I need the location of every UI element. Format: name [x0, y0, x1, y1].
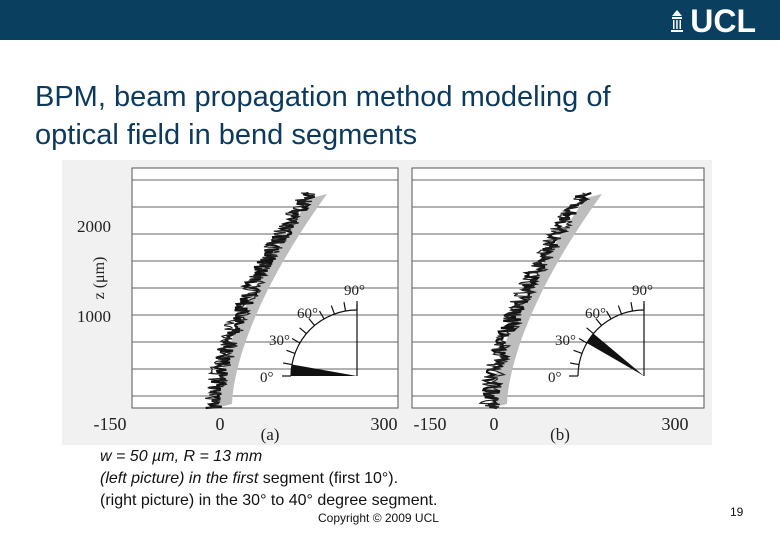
bpm-plot-svg: [62, 160, 712, 445]
y-tick-2000: 2000: [77, 217, 111, 236]
a-x-tick-zero: 0: [215, 414, 225, 434]
b-angle-60: 60°: [585, 306, 606, 322]
logo-text: UCL: [690, 3, 756, 39]
y-tick-1000: 1000: [77, 307, 111, 326]
a-angle-0: 0°: [260, 370, 274, 386]
copyright-notice: Copyright © 2009 UCL: [318, 511, 439, 525]
header-bar: [0, 0, 780, 40]
a-x-tick-right: 300: [370, 414, 398, 434]
b-angle-90: 90°: [632, 283, 653, 299]
caption-line-2-italic: (left picture) in the first: [100, 470, 259, 487]
a-angle-60: 60°: [297, 306, 318, 322]
caption-line-3: (right picture) in the 30° to 40° degree segment.: [100, 492, 438, 509]
bpm-figure: [62, 160, 712, 445]
y-axis-label: z (μm): [91, 256, 108, 300]
ucl-logo: [670, 5, 756, 37]
caption-line-2-rest: segment (first 10°).: [258, 470, 399, 487]
b-x-tick-left: -150: [413, 414, 447, 434]
slide-title: [35, 78, 735, 154]
b-x-tick-zero: 0: [489, 414, 499, 434]
b-panel-label: (b): [550, 425, 570, 444]
b-x-tick-right: 300: [661, 414, 689, 434]
figure-caption: [100, 446, 437, 512]
caption-line-1: w = 50 µm, R = 13 mm: [100, 448, 263, 465]
page-number: 19: [730, 505, 744, 519]
title-line-2: optical field in bend segments: [35, 119, 418, 151]
a-panel-label: (a): [260, 425, 280, 444]
a-x-tick-left: -150: [93, 414, 127, 434]
title-line-1: BPM, beam propagation method modeling of: [35, 81, 611, 113]
a-angle-90: 90°: [344, 283, 365, 299]
a-angle-30: 30°: [269, 333, 290, 349]
caption-line-2: [100, 468, 437, 490]
ucl-portico-icon: [670, 8, 684, 34]
b-angle-0: 0°: [548, 370, 562, 386]
b-angle-30: 30°: [555, 333, 576, 349]
